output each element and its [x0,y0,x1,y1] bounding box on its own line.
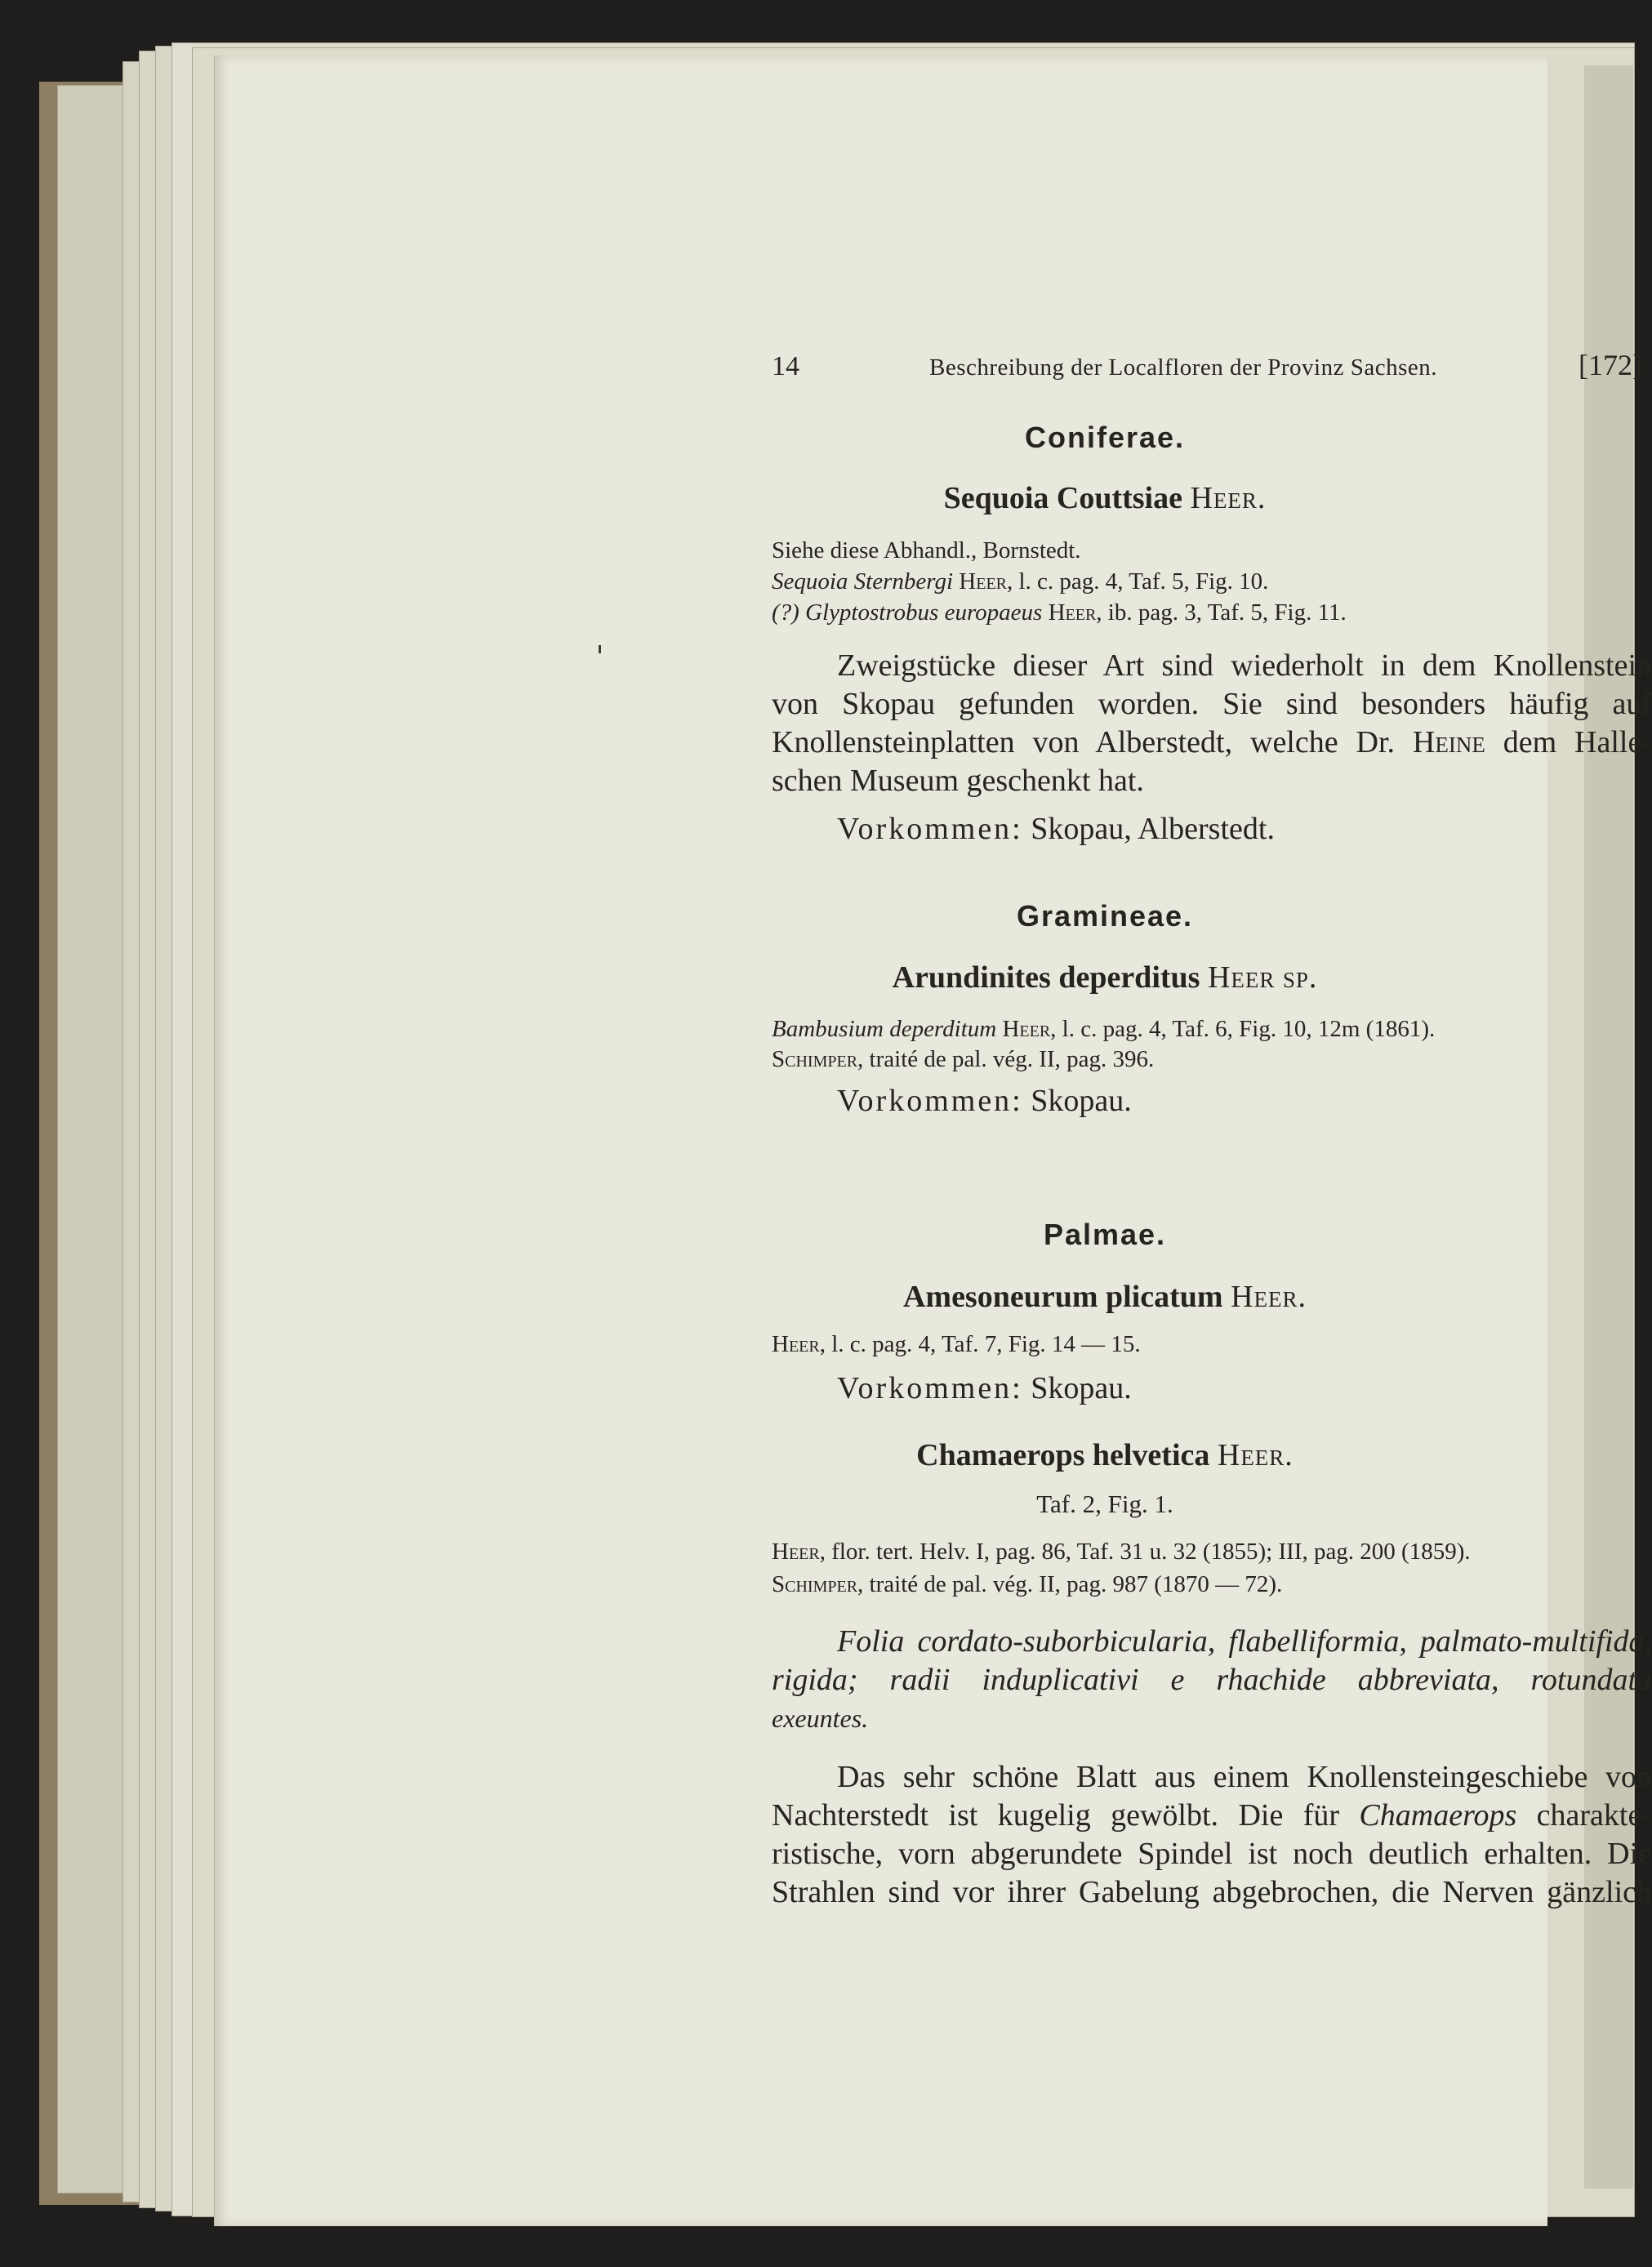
diagnosis-line: Folia cordato-suborbicularia, flabelliformia, palmato-multifida, [837,1624,1652,1659]
synonym-line [772,1016,1435,1043]
body-line: schen Museum geschenkt hat. [772,764,1144,798]
synonym-ref: traité de pal. vég. II, pag. 396. [869,1046,1155,1072]
body-text: Knollensteinplatten von Alberstedt, welche Dr. [772,725,1395,759]
occurrence-value: Skopau, Alberstedt. [1031,812,1275,846]
synonym-name: (?) Glyptostrobus europaeus [772,599,1043,626]
occurrence-value: Skopau. [1031,1084,1132,1118]
synonym-line [772,1571,1282,1598]
species-heading [558,480,1652,516]
person-name: Heine [1412,725,1485,759]
species-name: Amesoneurum plicatum [902,1280,1223,1314]
genus-name: Chamaerops [1359,1798,1517,1833]
body-text: Nachterstedt ist kugelig gewölbt. Die für [772,1798,1340,1833]
occurrence-label: Vorkommen: [837,1371,1023,1405]
species-name: Sequoia Couttsiae [943,481,1182,515]
synonym-author: Heer, [772,1331,826,1357]
species-author: Heer. [1217,1438,1294,1472]
body-line: ristische, vorn abgerundete Spindel ist noch deutlich erhalten. Die [772,1837,1652,1871]
species-author: Heer [1207,960,1276,995]
body-line [772,1797,1652,1833]
synonym-line [772,1046,1154,1073]
species-suffix: sp. [1282,960,1318,995]
ink-speck [599,645,601,653]
occurrence-label: Vorkommen: [837,1084,1023,1118]
synonym-line [772,1331,1141,1358]
body-text: dem Halle- [1503,725,1652,759]
diagnosis-line: rigida; radii induplicativi e rhachide abbreviata, rotundata [772,1663,1652,1697]
occurrence-line [837,1083,1132,1119]
species-heading [558,960,1652,995]
body-line: Strahlen sind vor ihrer Gabelung abgebrochen, die Nerven gänzlich [772,1875,1652,1909]
synonym-ref: flor. tert. Helv. I, pag. 86, Taf. 31 u. 32 (1855); III, pag. 200 (1859). [831,1539,1471,1565]
plate-reference: Taf. 2, Fig. 1. [1036,1490,1173,1518]
occurrence-line [837,1370,1132,1406]
synonym-name: Sequoia Sternbergi [772,568,954,595]
family-heading: Gramineae. [1016,899,1194,933]
synonym-ref: l. c. pag. 4, Taf. 5, Fig. 10. [1018,568,1269,595]
synonym-author: Schimper, [772,1046,864,1072]
body-line [772,724,1652,760]
body-line: von Skopau gefunden worden. Sie sind besonders häufig auf [772,687,1652,721]
synonym-author: Heer, [1048,599,1102,626]
synonym-ref: l. c. pag. 4, Taf. 7, Fig. 14 — 15. [831,1331,1141,1357]
synonym-author: Heer, [1002,1016,1057,1042]
body-line: Zweigstücke dieser Art sind wiederholt in dem Knollenstein [837,648,1652,683]
synonym-ref: ib. pag. 3, Taf. 5, Fig. 11. [1107,599,1347,626]
synonym-name: Bambusium deperditum [772,1016,997,1042]
occurrence-line [837,811,1275,847]
body-line: Das sehr schöne Blatt aus einem Knollensteingeschiebe von [837,1760,1652,1794]
species-heading [558,1437,1652,1473]
book-page [214,56,1652,2226]
synonym-line [772,568,1268,595]
species-heading [558,1279,1652,1315]
species-name: Arundinites deperditus [892,960,1200,995]
page-number: 14 [772,351,799,381]
species-author: Heer. [1190,481,1267,515]
synonym-author: Schimper, [772,1571,864,1597]
synonym-line [772,599,1347,626]
occurrence-label: Vorkommen: [837,812,1023,846]
species-author: Heer. [1231,1280,1307,1314]
diagnosis-line: exeuntes. [772,1704,869,1733]
family-heading: Coniferae. [1024,421,1186,454]
occurrence-value: Skopau. [1031,1371,1132,1405]
synonym-ref: traité de pal. vég. II, pag. 987 (1870 — 72). [869,1571,1283,1597]
species-name: Chamaerops helvetica [916,1438,1210,1472]
family-heading: Palmae. [1043,1218,1167,1251]
synonym-line: Siehe diese Abhandl., Bornstedt. [772,537,1081,563]
synonym-author: Heer, [959,568,1013,595]
synonym-line [772,1539,1471,1566]
bracket-page-number: [172] [1579,349,1642,381]
synonym-author: Heer, [772,1539,826,1565]
running-title: Beschreibung der Localfloren der Provinz Sachsen. [929,354,1438,381]
synonym-ref: l. c. pag. 4, Taf. 6, Fig. 10, 12m (1861). [1062,1016,1436,1042]
body-text: charakte- [1536,1798,1652,1833]
